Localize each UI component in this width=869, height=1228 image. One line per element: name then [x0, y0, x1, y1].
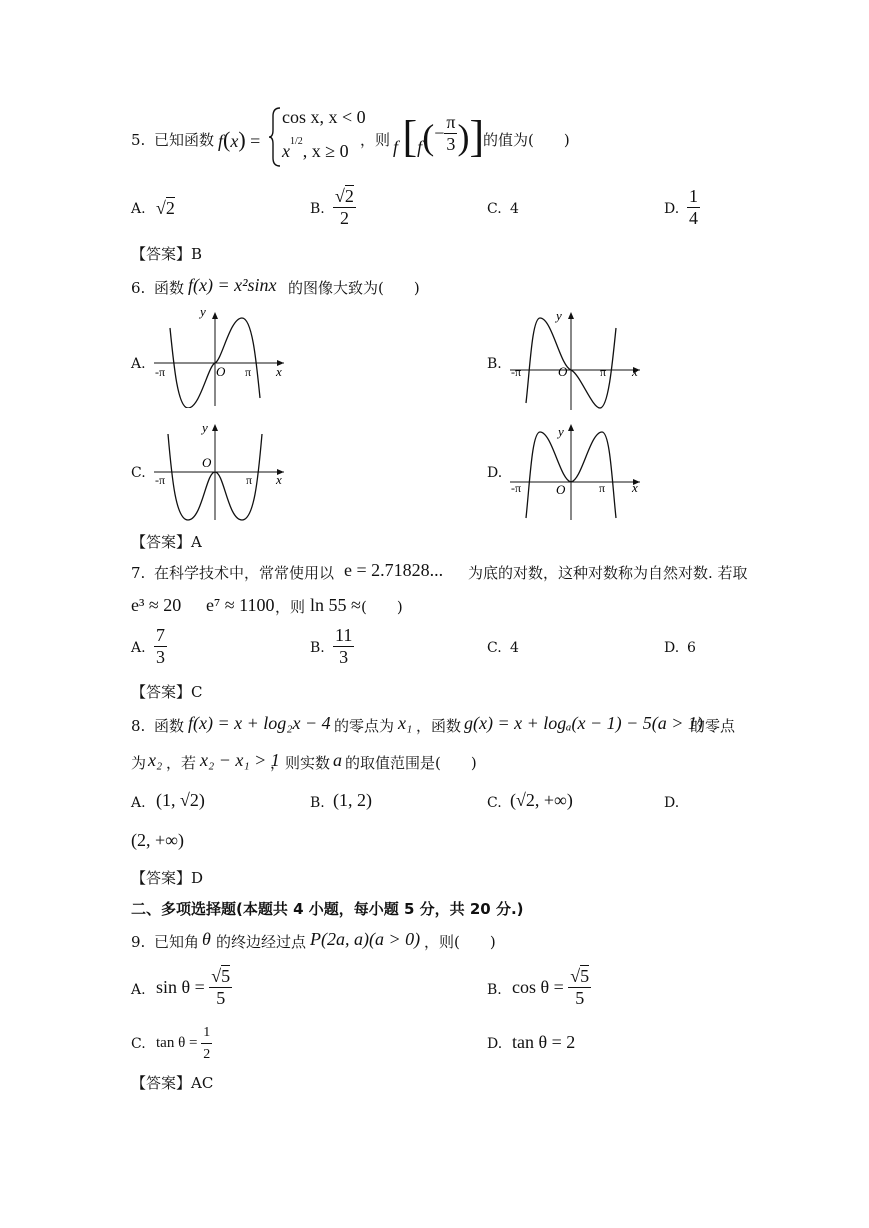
q7-option-b-label: B. — [310, 640, 325, 656]
q7-approx-e3: e³ ≈ 20 — [131, 595, 182, 615]
y-axis-label: y — [200, 308, 206, 319]
y-axis-label: y — [202, 420, 208, 435]
q7-number: 7. — [131, 564, 146, 582]
q9-option-a-value: sin θ = $\frac{√5}{5}$ — [156, 966, 231, 1008]
q8-option-b-label: B. — [310, 795, 325, 811]
q7-option-d-label: D. — [664, 640, 680, 656]
q9-option-a-label: A. — [131, 982, 146, 998]
q8-option-a-value: (1, √2) — [156, 790, 205, 810]
q7-line2-end: ( ) — [361, 598, 403, 616]
q5-option-c-label: C. — [487, 201, 502, 217]
neg-pi-label: -π — [511, 365, 522, 379]
neg-pi-label: -π — [155, 473, 166, 487]
q5-case-1: cos x, x < 0 — [282, 107, 366, 127]
origin-label: O — [558, 364, 568, 379]
q8-line1-end: 的零点 — [690, 717, 736, 735]
q7-option-d-value: 6 — [687, 640, 696, 656]
q8-x1: x₁ — [398, 713, 413, 733]
q8-option-d-label: D. — [664, 795, 680, 811]
q8-condition: x₂ − x₁ > 1 — [200, 750, 280, 770]
q5-option-d-label: D. — [664, 201, 680, 217]
q9-option-d-value: tan θ = 2 — [512, 1032, 576, 1052]
q6-graph-d — [506, 420, 646, 528]
q8-line1-mid2: ，函数 — [416, 717, 462, 735]
q7-line1-start: 在科学技术中，常常使用以 — [154, 564, 335, 582]
q5-composite-expression: f [f(− $\frac{\pi}{3}$ )] — [393, 112, 485, 161]
q8-option-b-value: (1, 2) — [333, 790, 372, 810]
q6-stem-end: 的图像大致为( ) — [288, 279, 420, 297]
q9-theta: θ — [202, 929, 211, 949]
q8-option-c-value: (√2, +∞) — [510, 790, 573, 810]
q6-option-a-label: A. — [131, 356, 146, 372]
q8-line1-mid: 的零点为 — [334, 717, 395, 735]
q6-answer: 【答案】A — [131, 533, 202, 551]
q5-option-d-value: $\frac{1}{4}$ — [689, 186, 698, 228]
q9-number: 9. — [131, 933, 146, 951]
q5-option-a-value: √2 — [156, 198, 175, 218]
q6-graph-b — [506, 308, 646, 417]
q6-stem-start: 函数 — [154, 279, 185, 297]
q9-option-c-label: C. — [131, 1036, 146, 1052]
q8-f-expression: f(x) = x + log₂x − 4 — [188, 713, 331, 733]
q9-option-b-value: cos θ = $\frac{√5}{5}$ — [512, 966, 590, 1008]
q6-expression: f(x) = x²sinx — [188, 275, 277, 295]
q6-number: 6. — [131, 279, 146, 297]
q8-x2: x₂ — [148, 750, 163, 770]
origin-label: O — [216, 364, 226, 379]
q7-answer: 【答案】C — [131, 683, 203, 701]
neg-pi-label: -π — [155, 365, 166, 379]
q8-option-c-label: C. — [487, 795, 502, 811]
q7-option-c-value: 4 — [510, 640, 519, 656]
section-2-heading: 二、多项选择题(本题共 4 小题，每小题 5 分，共 20 分.) — [131, 900, 524, 918]
q9-stem-start: 已知角 — [154, 933, 200, 951]
q8-line2-mid2: ，则实数 — [270, 754, 331, 772]
origin-label: O — [556, 482, 566, 497]
q7-option-b-value: $\frac{11}{3}$ — [335, 625, 353, 667]
q6-graph-c — [150, 420, 290, 528]
q8-line2-start: 为 — [131, 754, 147, 772]
q8-number: 8. — [131, 717, 146, 735]
q5-cases-brace — [268, 106, 282, 168]
q9-option-c-value: tan θ = $\frac{1}{2}$ — [156, 1022, 212, 1065]
y-axis-label: y — [556, 308, 562, 323]
q5-option-b-value: $\frac{√2}{2}$ — [335, 186, 354, 228]
q8-g-expression: g(x) = x + logₐ(x − 1) − 5(a > 1) — [464, 713, 703, 733]
x-axis-label: x — [276, 472, 282, 487]
q6-option-d-label: D. — [487, 465, 503, 481]
q7-approx-e7: e⁷ ≈ 1100 — [206, 595, 275, 615]
q9-stem-mid: 的终边经过点 — [216, 933, 307, 951]
q5-function-name: f(x) = — [218, 127, 261, 152]
y-axis-label: y — [558, 424, 564, 439]
q7-e-value: e = 2.71828... — [344, 560, 444, 580]
q5-stem-start: 已知函数 — [154, 131, 215, 149]
q6-option-c-label: C. — [131, 465, 146, 481]
pi-label: π — [599, 481, 606, 495]
pi-label: π — [600, 365, 607, 379]
q5-case-2: $x^{1/2}$, x ≥ 0 — [282, 136, 349, 161]
q8-line2-mid: ，若 — [166, 754, 197, 772]
q6-option-b-label: B. — [487, 356, 502, 372]
q9-answer: 【答案】AC — [131, 1074, 214, 1092]
neg-pi-label: -π — [511, 481, 522, 495]
pi-label: π — [246, 473, 253, 487]
x-axis-label: x — [632, 364, 638, 379]
x-axis-label: x — [276, 364, 282, 379]
q7-option-c-label: C. — [487, 640, 502, 656]
q8-option-a-label: A. — [131, 795, 146, 811]
q5-answer: 【答案】B — [131, 245, 203, 263]
q5-stem-middle: ，则 — [360, 131, 391, 149]
q5-option-b-label: B. — [310, 201, 325, 217]
q7-ln-expression: ln 55 ≈ — [310, 595, 361, 615]
q7-option-a-value: $\frac{7}{3}$ — [156, 625, 165, 667]
q9-stem-end: ，则( ) — [424, 933, 496, 951]
q5-option-a-label: A. — [131, 201, 146, 217]
q7-line2-mid: ，则 — [275, 598, 306, 616]
q8-a-variable: a — [333, 750, 342, 770]
q9-option-d-label: D. — [487, 1036, 503, 1052]
q5-number: 5. — [131, 131, 146, 149]
x-axis-label: x — [632, 480, 638, 495]
q5-option-c-value: 4 — [510, 201, 519, 217]
q9-option-b-label: B. — [487, 982, 502, 998]
pi-label: π — [245, 365, 252, 379]
q7-option-a-label: A. — [131, 640, 146, 656]
q8-option-d-value: (2, +∞) — [131, 830, 184, 850]
q6-graph-a — [150, 308, 290, 412]
q7-line1-end: 为底的对数，这种对数称为自然对数. 若取 — [468, 564, 748, 582]
origin-label: O — [202, 455, 212, 470]
q8-line2-end: 的取值范围是( ) — [345, 754, 477, 772]
q5-stem-end: 的值为( ) — [483, 131, 570, 149]
q8-answer: 【答案】D — [131, 869, 204, 887]
q8-line1-start: 函数 — [154, 717, 185, 735]
q9-point: P(2a, a)(a > 0) — [310, 929, 421, 949]
